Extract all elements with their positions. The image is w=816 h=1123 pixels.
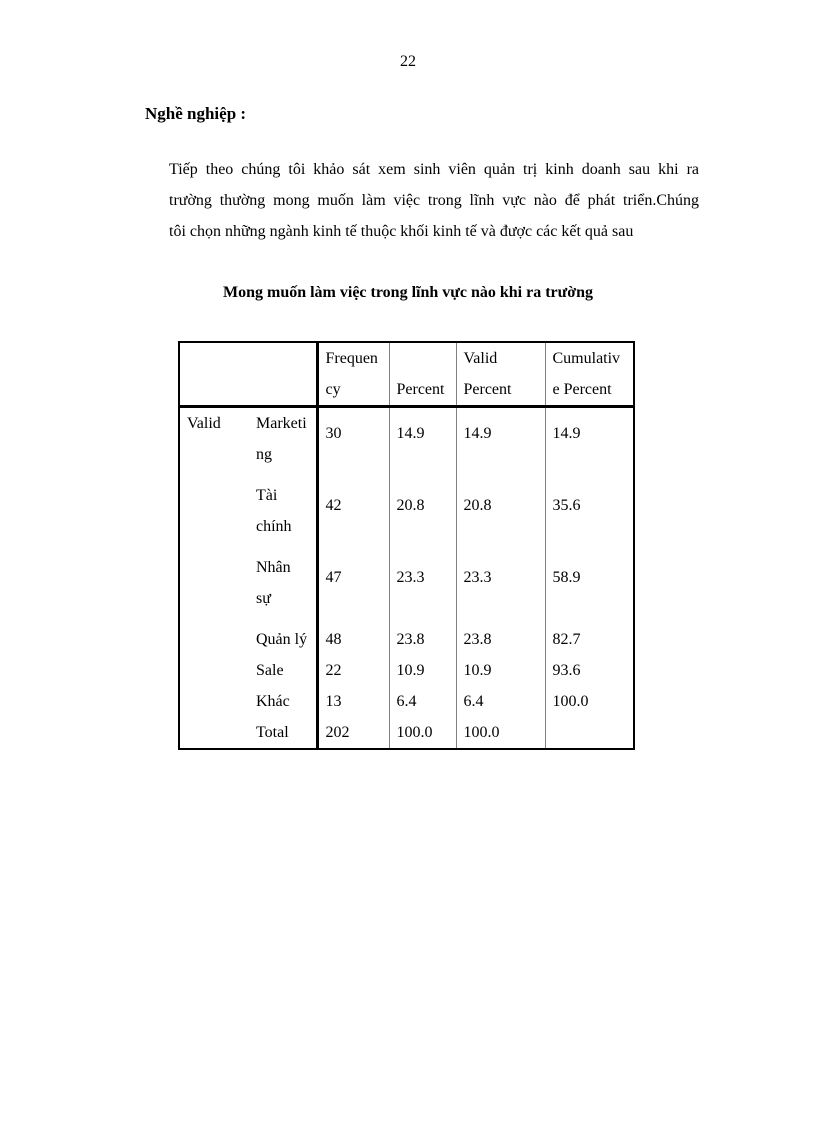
row-label: Sale: [249, 655, 317, 686]
header-cumulative-line1: Cumulativ: [552, 350, 621, 367]
cell-cumulative-percent: 100.0: [545, 686, 634, 717]
cell-percent: 6.4: [389, 686, 456, 717]
cell-percent: 20.8: [389, 480, 456, 552]
section-heading: Nghề nghiệp :: [145, 104, 247, 123]
cell-frequency: 47: [317, 552, 389, 624]
row-label-line1: Nhân: [256, 559, 291, 576]
header-frequency: [317, 342, 389, 407]
cell-cumulative-percent: 58.9: [545, 552, 634, 624]
header-cumulative-percent: [545, 342, 634, 407]
cell-frequency: 42: [317, 480, 389, 552]
cell-percent: 23.3: [389, 552, 456, 624]
header-empty-cell: [249, 342, 317, 407]
row-label-line2: ng: [256, 446, 272, 463]
group-label: Valid: [187, 415, 221, 432]
table-row-total: [179, 717, 634, 749]
intro-paragraph: [169, 154, 699, 247]
cell-valid-percent: 23.8: [456, 624, 545, 655]
page-number: 22: [400, 53, 416, 70]
paragraph-line: tôi chọn những ngành kinh tế thuộc khối kinh tế và được các kết quả sau: [169, 223, 634, 240]
paragraph-line: trường thường mong muốn làm việc trong lĩnh vực nào để phát triển.Chúng: [169, 192, 699, 209]
table-row: [179, 686, 634, 717]
header-valid-percent-line2: Percent: [463, 381, 512, 398]
header-frequency-line1: Frequen: [325, 350, 378, 367]
cell-valid-percent: 10.9: [456, 655, 545, 686]
table-title: Mong muốn làm việc trong lĩnh vực nào khi ra trường: [222, 284, 593, 301]
header-valid-percent: [456, 342, 545, 407]
cell-frequency: 202: [317, 717, 389, 749]
table-row: [179, 552, 634, 624]
cell-valid-percent: 100.0: [456, 717, 545, 749]
frequency-table: [178, 341, 635, 750]
header-empty-cell: [179, 342, 249, 407]
empty-cell: [179, 624, 249, 655]
row-label: Total: [249, 717, 317, 749]
empty-cell: [179, 717, 249, 749]
cell-frequency: 48: [317, 624, 389, 655]
header-cumulative-line2: e Percent: [552, 381, 612, 398]
table-row: [179, 480, 634, 552]
row-label-line2: sự: [256, 590, 271, 607]
row-label-line2: chính: [256, 518, 292, 535]
cell-frequency: 13: [317, 686, 389, 717]
row-label: Khác: [249, 686, 317, 717]
cell-frequency: 30: [317, 407, 389, 481]
header-percent: Percent: [389, 342, 456, 407]
row-label-line1: Tài: [256, 487, 278, 504]
table-row: [179, 624, 634, 655]
cell-valid-percent: 20.8: [456, 480, 545, 552]
table-row: [179, 655, 634, 686]
empty-cell: [179, 552, 249, 624]
row-label: [249, 407, 317, 481]
empty-cell: [179, 480, 249, 552]
table-header-row: [179, 342, 634, 407]
cell-percent: 14.9: [389, 407, 456, 481]
cell-cumulative-percent: 82.7: [545, 624, 634, 655]
cell-percent: 10.9: [389, 655, 456, 686]
cell-percent: 23.8: [389, 624, 456, 655]
cell-cumulative-percent: [545, 717, 634, 749]
empty-cell: [179, 655, 249, 686]
cell-valid-percent: 6.4: [456, 686, 545, 717]
row-label: [249, 552, 317, 624]
row-label: Quản lý: [249, 624, 317, 655]
cell-cumulative-percent: 35.6: [545, 480, 634, 552]
cell-cumulative-percent: 93.6: [545, 655, 634, 686]
empty-cell: [179, 686, 249, 717]
cell-cumulative-percent: 14.9: [545, 407, 634, 481]
cell-percent: 100.0: [389, 717, 456, 749]
cell-valid-percent: 23.3: [456, 552, 545, 624]
table-row: [179, 407, 634, 481]
header-frequency-line2: cy: [325, 381, 341, 398]
header-valid-percent-line1: Valid: [463, 350, 498, 367]
row-label-line1: Marketi: [256, 415, 307, 432]
cell-valid-percent: 14.9: [456, 407, 545, 481]
cell-frequency: 22: [317, 655, 389, 686]
paragraph-line: Tiếp theo chúng tôi khảo sát xem sinh viên quản trị kinh doanh sau khi ra: [169, 161, 699, 178]
row-label: [249, 480, 317, 552]
